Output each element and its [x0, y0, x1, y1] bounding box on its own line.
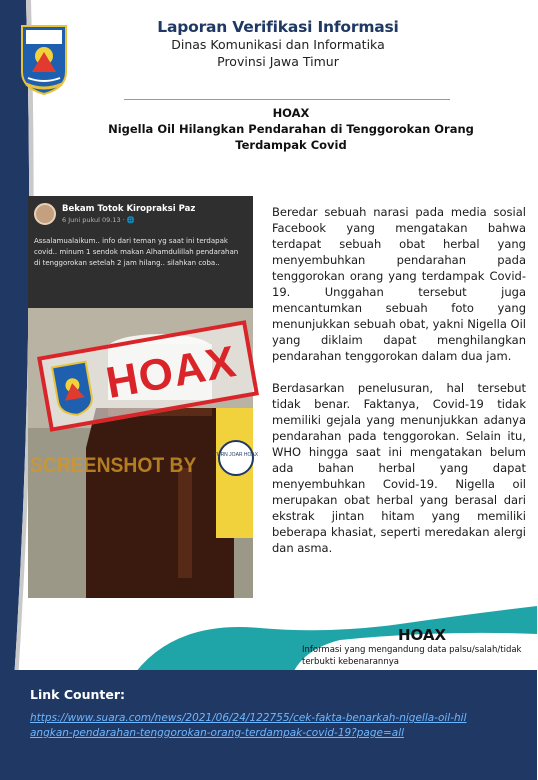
turn-back-hoax-badge: TURN JOAR HOAX	[213, 452, 259, 458]
post-text: Assalamualaikum.. info dari teman yg saat ini terdapak covid.. minum 1 sendok makan Alhamdulillah pendarahan di tenggorokan setelah 2 jam hilang.. silahkan coba..	[34, 237, 239, 267]
post-date: 6 Juni pukul 09.13 · 🌐	[62, 216, 135, 224]
article-body	[272, 204, 526, 556]
facebook-post	[28, 196, 253, 308]
link-counter-label: Link Counter:	[30, 687, 125, 702]
footer-wave	[0, 600, 537, 680]
counter-link[interactable]: https://www.suara.com/news/2021/06/24/122755/cek-fakta-benarkah-nigella-oil-hilangkan-pendarahan-tenggorokan-orang-terdampak-covid-19?page=all	[30, 712, 467, 739]
headline-label: HOAX	[272, 106, 310, 120]
post-author: Bekam Totok Kiropraksi Paz	[62, 204, 196, 214]
headline-block	[76, 105, 506, 153]
avatar	[34, 203, 56, 225]
headline-title: Nigella Oil Hilangkan Pendarahan di Tenggorokan Orang Terdampak Covid	[108, 122, 474, 152]
report-header	[0, 0, 537, 95]
article-paragraph-2: Berdasarkan penelusuran, hal tersebut tidak benar. Faktanya, Covid-19 tidak memiliki gejala yang menunjukkan adanya pendarahan pada tenggorokan. Selain itu, WHO hingga saat ini mengatakan belum ada bahan herbal yang dapat menyembuhkan Covid-19. Nigella oil merupakan obat herbal yang berasal dari ekstrak jintan hitam yang memiliki beberapa khasiat, seperti meredakan alergi dan asma.	[272, 381, 526, 555]
footer	[0, 670, 537, 780]
legend-title: HOAX	[398, 626, 447, 644]
stamp-emblem-icon	[49, 358, 98, 420]
screenshot-watermark: SCREENSHOT BY	[30, 454, 197, 477]
evidence-screenshot	[28, 196, 259, 598]
report-title: Laporan Verifikasi Informasi	[157, 18, 399, 36]
header-divider	[124, 99, 450, 100]
legend-description: Informasi yang mengandung data palsu/salah/tidak terbukti kebenarannya	[302, 645, 522, 667]
article-paragraph-1: Beredar sebuah narasi pada media sosial Facebook yang mengatakan bahwa terdapat sebuah obat herbal yang menyembuhkan pendarahan pada tenggorokan orang yang terdampak Covid-19. Unggahan tersebut juga mencantumkan sebuah foto yang menunjukkan sebuah obat, yakni Nigella Oil yang diklaim dapat menghilangkan pendarahan tenggorokan dalam dua jam.	[272, 205, 526, 363]
jawa-timur-emblem-icon	[18, 22, 70, 96]
agency-name: Dinas Komunikasi dan Informatika	[171, 37, 385, 52]
stamp-label: HOAX	[102, 336, 241, 408]
province-name: Provinsi Jawa Timur	[217, 54, 339, 69]
